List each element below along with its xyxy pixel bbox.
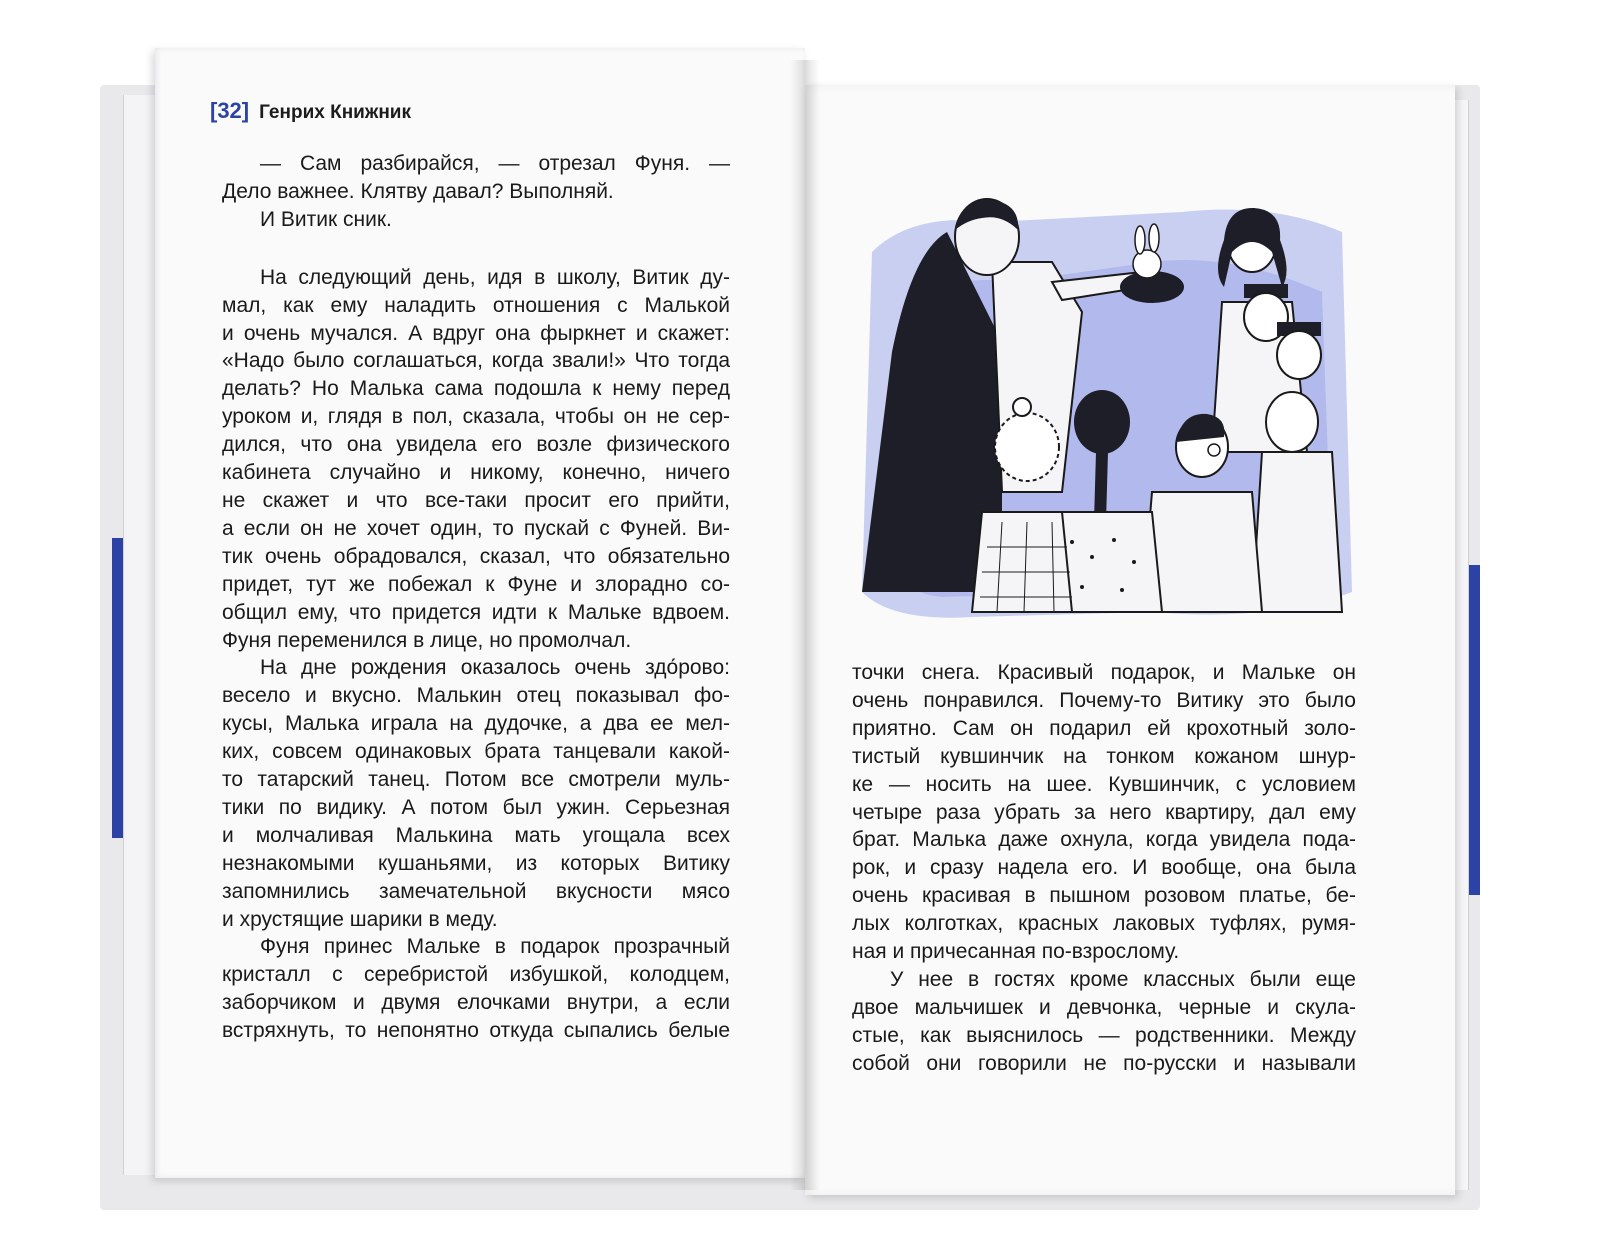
text-line: тики по видику. А потом был ужин. Серьезная — [222, 795, 730, 819]
text-line: четыре раза убрать за него квартиру, дал ему — [852, 800, 1356, 824]
text-line: точки снега. Красивый подарок, и Мальке он — [852, 661, 1356, 684]
text-line: общил ему, что придется идти к Мальке вдвоем. — [222, 600, 730, 624]
text-line: кусы, Малька играла на дудочке, а два ее мел- — [222, 712, 730, 736]
text-line: лых колготках, красных лаковых туфлях, румя- — [852, 912, 1356, 936]
text-line: незнакомыми кушаньями, из которых Витику — [222, 851, 730, 875]
text-line: — Сам разбирайся, — отрезал Фуня. — — [260, 152, 730, 175]
text-line: Дело важнее. Клятву давал? Выполняй. — [222, 179, 614, 203]
text-line: собой они говорили не по-русски и называли — [852, 1051, 1356, 1075]
text-line: делать? Но Малька сама подошла к нему перед — [222, 377, 730, 401]
text-line: На дне рождения оказалось очень здо́рово: — [260, 656, 730, 680]
text-line: а если он не хочет один, то пускай с Фуней. Ви- — [222, 516, 730, 540]
text-line: то татарский танец. Потом все смотрели муль- — [222, 768, 730, 792]
text-line: Фуня принес Мальке в подарок прозрачный — [260, 935, 730, 959]
text-line: очень понравился. Почему-то Витику это было — [852, 688, 1356, 712]
text-line: и молчаливая Малькина мать угощала всех — [222, 823, 730, 847]
text-line: дился, что она увидела его возле физического — [222, 433, 730, 457]
text-line: ке — носить на шее. Кувшинчик, с условием — [852, 772, 1356, 796]
text-line: двое мальчишек и девчонка, черные и скула- — [852, 995, 1356, 1019]
text-line: мал, как ему наладить отношения с Малькой — [222, 293, 730, 317]
text-line: и хрустящие шарики в меду. — [222, 907, 498, 931]
text-line: запомнились замечательной вкусности мясо — [222, 879, 730, 903]
page-number: [32] — [210, 98, 250, 123]
text-line: стые, как выяснилось — родственники. Между — [852, 1023, 1356, 1047]
text-line: ких, совсем одинаковых брата танцевали какой- — [222, 740, 730, 764]
text-line: Фуня переменился в лице, но промолчал. — [222, 628, 632, 652]
text-line: ная и причесанная по-взрослому. — [852, 940, 1180, 964]
text-line: рок, и сразу надела его. И вообще, она была — [852, 856, 1356, 880]
text-line: «Надо было соглашаться, когда звали!» Что тогда — [222, 349, 730, 373]
text-line: На следующий день, идя в школу, Витик ду- — [260, 265, 730, 289]
text-line: брат. Малька даже охнула, когда увидела пода- — [852, 828, 1356, 852]
text-line: и очень мучался. А вдруг она фыркнет и скажет: — [222, 321, 730, 345]
magician-party-illustration — [852, 192, 1356, 624]
text-line: тистый кувшинчик на тонком кожаном шнур- — [852, 744, 1356, 768]
text-line: встряхнуть, то непонятно откуда сыпались белые — [222, 1019, 730, 1043]
text-line: тик очень обрадовался, сказал, что обязательно — [222, 544, 730, 568]
text-line: приятно. Сам он подарил ей крохотный золо- — [852, 716, 1356, 740]
text-line: заборчиком и двумя елочками внутри, а если — [222, 991, 730, 1015]
text-line: кристалл с серебристой избушкой, колодцем, — [222, 963, 730, 987]
text-line: не скажет и что все-таки просит его прийти, — [222, 488, 730, 512]
author-name: Генрих Книжник — [259, 102, 411, 123]
text-line: очень красивая в пышном розовом платье, бе- — [852, 884, 1356, 908]
text-line: уроком и, глядя в пол, сказала, чтобы он не сер- — [222, 405, 730, 429]
running-head — [210, 98, 411, 124]
left-page-text — [222, 150, 730, 1045]
paragraph-gap — [222, 234, 730, 264]
text-line: придет, тут же побежал к Фуне и злорадно со- — [222, 572, 730, 596]
book-gutter — [790, 60, 820, 1190]
text-line: И Витик сник. — [260, 207, 392, 231]
text-line: У нее в гостях кроме классных были еще — [890, 967, 1356, 991]
text-line: весело и вкусно. Малькин отец показывал фо- — [222, 684, 730, 708]
right-page-text — [852, 659, 1356, 1078]
text-line: кабинета случайно и никому, конечно, ничего — [222, 461, 730, 485]
